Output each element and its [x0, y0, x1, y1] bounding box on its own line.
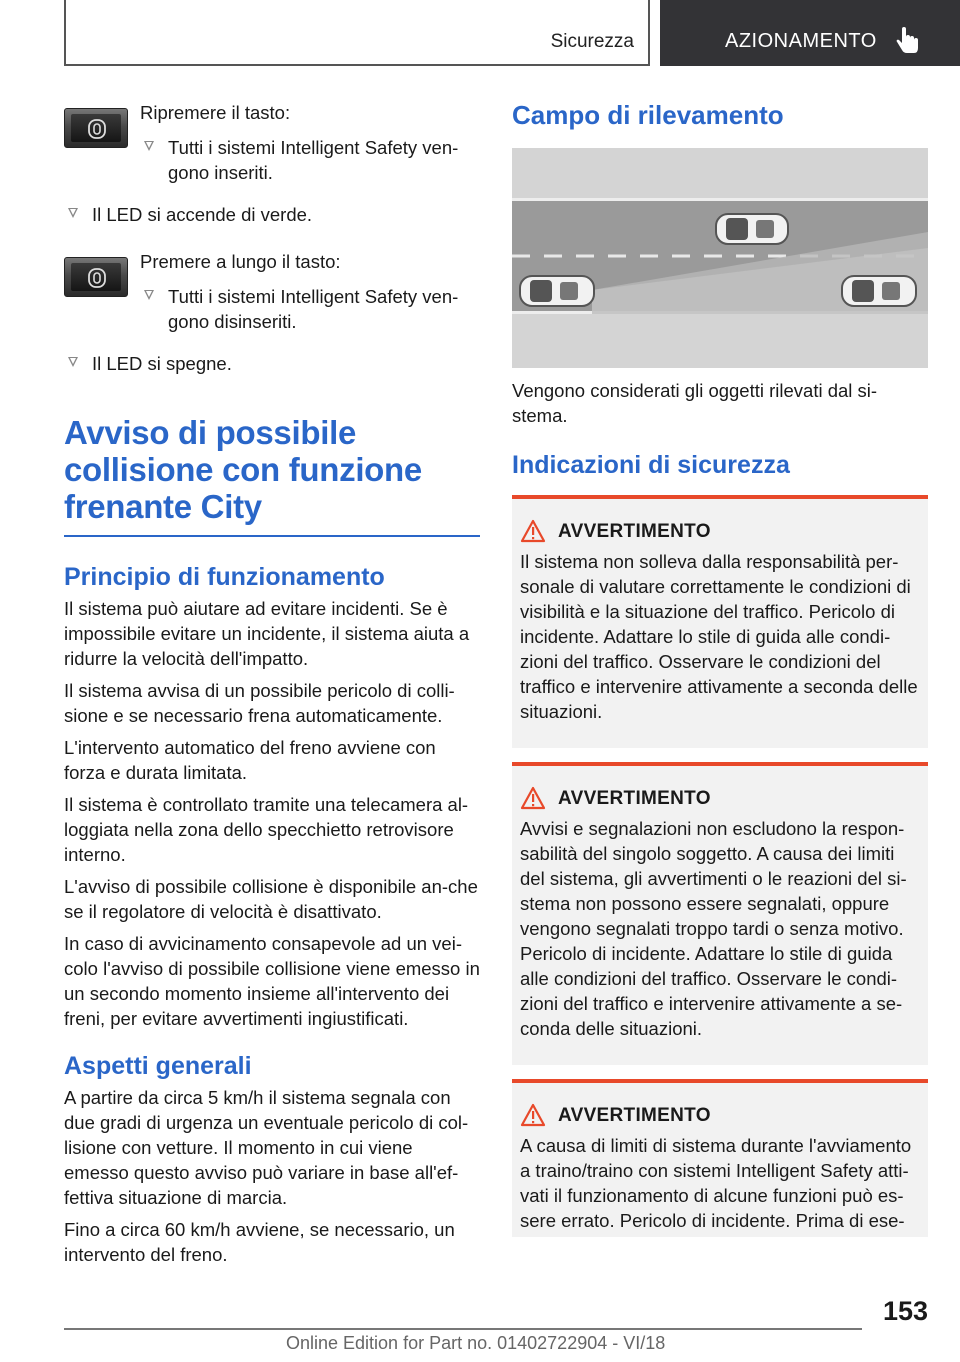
warning-box — [512, 495, 928, 748]
header-section-box — [64, 0, 650, 66]
warning-body: A causa di limiti di sistema durante l'avviamento a traino/traino con sistemi Intelligent Safety atti-vati il funzionamento di alcune funzioni può es-sere errato. Pericolo di incidente. Prima di ese- — [520, 1135, 912, 1231]
header-chapter-box — [660, 0, 960, 66]
principle-body — [64, 596, 480, 1031]
paragraph: In caso di avvicinamento consapevole ad un vei-colo l'avviso di possibile collisione viene emesso in un secondo momento insieme all'intervento dei freni, per evitare avvertimenti ingiustificati. — [64, 933, 480, 1029]
hand-pointer-icon — [893, 26, 923, 56]
right-column — [512, 100, 928, 1237]
title-rule — [64, 535, 480, 537]
press-again-row — [64, 100, 480, 185]
warning-body: Avvisi e segnalazioni non escludono la respon-sabilità del singolo soggetto. A causa dei limiti del sistema, gli avvertimenti o le reazioni del si-stema non possono essere segnalati, oppure vengono segnalati troppo tardi o senza motivo. Pericolo di incidente. Adattare lo stile di guida alle condizioni del traffico. Osservare le condi-zioni del traffico e intervenire attivamente a se-conda delle situazioni. — [520, 818, 907, 1039]
list-item: Tutti i sistemi Intelligent Safety ven-gono disinseriti. — [140, 284, 480, 334]
header-chapter-label: AZIONAMENTO — [725, 30, 877, 52]
paragraph: Il sistema è controllato tramite una telecamera al-loggiata nella zona dello specchietto retrovisore interno. — [64, 794, 469, 865]
detected-car-icon — [842, 276, 916, 306]
footer-edition: Online Edition for Part no. 01402722904 - VI/18 — [286, 1333, 666, 1353]
footer-rule — [64, 1328, 862, 1330]
warning-title: AVVERTIMENTO — [558, 788, 920, 810]
warning-box — [512, 1079, 928, 1237]
section-title: Avviso di possibile collisione con funzione frenante City — [64, 414, 422, 525]
warning-box — [512, 762, 928, 1065]
warning-body: Il sistema non solleva dalla responsabilità per-sonale di valutare correttamente le condizioni di visibilità e la situazione del traffico. Pericolo di incidente. Adattare lo stile di guida alle condi-zioni del traffico. Osservare le condizioni del traffico e intervenire attivamente a seconda delle situazioni. — [520, 551, 918, 722]
warning-triangle-icon — [520, 786, 546, 810]
warning-triangle-icon — [520, 519, 546, 543]
general-body — [64, 1085, 480, 1267]
list-item: Il LED si spegne. — [64, 351, 480, 376]
intelligent-safety-icon — [87, 267, 107, 289]
warning-title: AVVERTIMENTO — [558, 1105, 920, 1127]
safety-button-image — [64, 108, 128, 148]
page-number: 153 — [882, 1296, 928, 1326]
own-car-icon — [520, 276, 594, 306]
principle-heading: Principio di funzionamento — [64, 563, 385, 591]
long-press-text: Premere a lungo il tasto: — [140, 251, 341, 272]
detection-range-illustration — [512, 148, 928, 368]
intelligent-safety-icon — [87, 118, 107, 140]
safety-heading: Indicazioni di sicurezza — [512, 451, 790, 479]
list-item: Tutti i sistemi Intelligent Safety ven-gono inseriti. — [140, 135, 480, 185]
paragraph: L'intervento automatico del freno avviene con forza e durata limitata. — [64, 737, 436, 783]
paragraph: Fino a circa 60 km/h avviene, se necessario, un intervento del freno. — [64, 1219, 455, 1265]
bullet-triangle-icon — [144, 290, 154, 300]
detection-figure — [512, 148, 928, 368]
left-column — [64, 100, 480, 1274]
bullet-triangle-icon — [144, 141, 154, 151]
paragraph: L'avviso di possibile collisione è disponibile an-che se il regolatore di velocità è disattivato. — [64, 876, 478, 922]
bullet-triangle-icon — [68, 208, 78, 218]
long-press-row — [64, 249, 480, 334]
figure-caption: Vengono considerati gli oggetti rilevati dal si-stema. — [512, 380, 878, 426]
warning-triangle-icon — [520, 1103, 546, 1127]
header-section-label: Sicurezza — [550, 31, 634, 52]
car-ahead-icon — [716, 214, 788, 244]
press-again-text: Ripremere il tasto: — [140, 102, 291, 123]
bullet-triangle-icon — [68, 357, 78, 367]
paragraph: Il sistema può aiutare ad evitare incidenti. Se è impossibile evitare un incidente, il sistema aiuta a ridurre la velocità dell'impatto. — [64, 598, 470, 669]
detection-heading: Campo di rilevamento — [512, 100, 784, 130]
warning-title: AVVERTIMENTO — [558, 521, 920, 543]
list-item: Il LED si accende di verde. — [64, 202, 480, 227]
paragraph: Il sistema avvisa di un possibile pericolo di colli-sione e se necessario frena automaticamente. — [64, 680, 455, 726]
safety-button-image — [64, 257, 128, 297]
paragraph: A partire da circa 5 km/h il sistema segnala con due gradi di urgenza un eventuale pericolo di col-lisione con vetture. Il momento in cui viene emesso questo avviso può variare in base all'ef-fettiva situazione di marcia. — [64, 1087, 469, 1208]
general-heading: Aspetti generali — [64, 1052, 252, 1080]
